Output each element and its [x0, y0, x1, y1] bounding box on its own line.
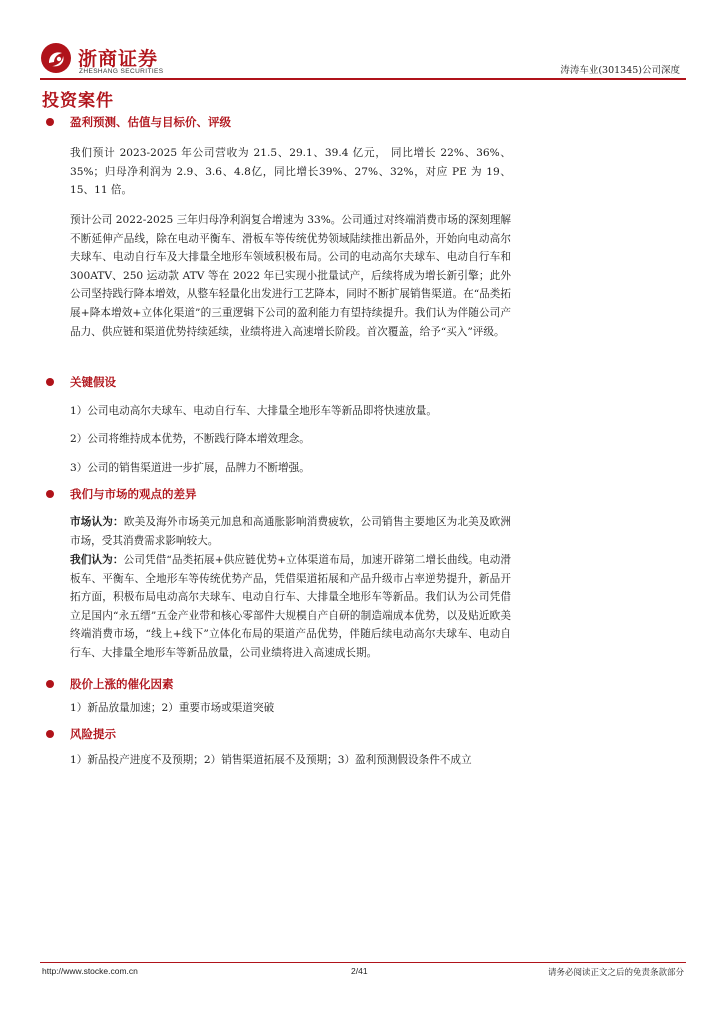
red-dot-bullet-icon: [46, 490, 54, 498]
assumption-item: 1）公司电动高尔夫球车、电动自行车、大排量全地形车等新品即将快速放量。: [70, 405, 437, 417]
logo-text-en: ZHESHANG SECURITIES: [79, 68, 164, 75]
logo-text-cn: 浙商证券: [78, 48, 159, 70]
red-dot-bullet-icon: [46, 730, 54, 738]
footer-website-link[interactable]: http://www.stocke.com.cn: [42, 966, 138, 976]
forecast-paragraph-1: 我们预计 2023-2025 年公司营收为 21.5、29.1、39.4 亿元， 同比增长 22%、36%、35%；归母净利润为 2.9、3.6、4.8亿，同比增长39%、27%、32%，对应 PE 为 19、15、11 倍。: [70, 147, 511, 197]
market-view-label: 市场认为：: [70, 516, 124, 528]
market-view-text: 欧美及海外市场美元加息和高通胀影响消费疲软，公司销售主要地区为北美及欧洲市场，受其消费需求影响较大。: [70, 516, 512, 547]
red-dot-bullet-icon: [46, 118, 54, 126]
market-view-paragraph: [70, 513, 511, 550]
company-logo: [40, 40, 240, 80]
header-divider: [40, 78, 686, 80]
page-header: [40, 40, 684, 82]
assumption-item: 2）公司将维持成本优势，不断践行降本增效理念。: [70, 433, 310, 445]
red-dot-bullet-icon: [46, 680, 54, 688]
our-view-text: 公司凭借“品类拓展+供应链优势+立体渠道布局，加速开辟第二增长曲线。电动滑板车、平衡车、全地形车等传统优势产品，凭借渠道拓展和产品升级市占率逆势提升，新品开拓方面，积极布局电动高尔夫球车、电动自行车、大排量全地形车等新品。我们认为公司凭借立足国内“永五缙”五金产业带和核心零部件大规模自产自研的制造端成本优势，以及贴近欧美终端消费市场，“线上+线下”立体化布局的渠道产品优势，伴随后续电动高尔夫球车、电动自行车、大排量全地形车等新品放量，公司业绩将进入高速成长期。: [70, 554, 512, 659]
our-view-paragraph: [70, 551, 511, 663]
forecast-paragraph-2: 预计公司 2022-2025 三年归母净利润复合增速为 33%。公司通过对终端消费市场的深刻理解不断延伸产品线，除在电动平衡车、滑板车等传统优势领域陆续推出新品外，开始向电动高尔夫球车、电动自行车及大排量全地形车领域积极布局。公司的电动高尔夫球车、电动自行车和 300ATV、250 运动款 ATV 等在 2022 年已实现小批量试产，后续将成为增长新引擎；此外公司坚持践行降本增效，从整车轻量化出发进行工艺降本，同时不断扩展销售渠道。在“品类拓展+降本增效+立体化渠道”的三重逻辑下公司的盈利能力有望持续提升。我们认为伴随公司产品力、供应链和渠道优势持续延续，业绩将进入高速增长阶段。首次覆盖，给予“买入”评级。: [70, 214, 511, 338]
document-identifier: 涛涛车业(301345)公司深度: [560, 65, 680, 76]
our-view-label: 我们认为：: [70, 554, 124, 566]
risks-text: 1）新品投产进度不及预期；2）销售渠道拓展不及预期；3）盈利预测假设条件不成立: [70, 754, 472, 766]
footer-divider: [40, 962, 686, 963]
page-number: 2/41: [351, 966, 368, 976]
zheshang-logo-icon: [40, 42, 72, 74]
footer-disclaimer: 请务必阅读正文之后的免责条款部分: [547, 968, 684, 978]
red-dot-bullet-icon: [46, 378, 54, 386]
catalysts-text: 1）新品放量加速；2）重要市场或渠道突破: [70, 702, 275, 714]
assumption-item: 3）公司的销售渠道进一步扩展，品牌力不断增强。: [70, 462, 310, 474]
page-title: 投资案件: [42, 91, 114, 111]
